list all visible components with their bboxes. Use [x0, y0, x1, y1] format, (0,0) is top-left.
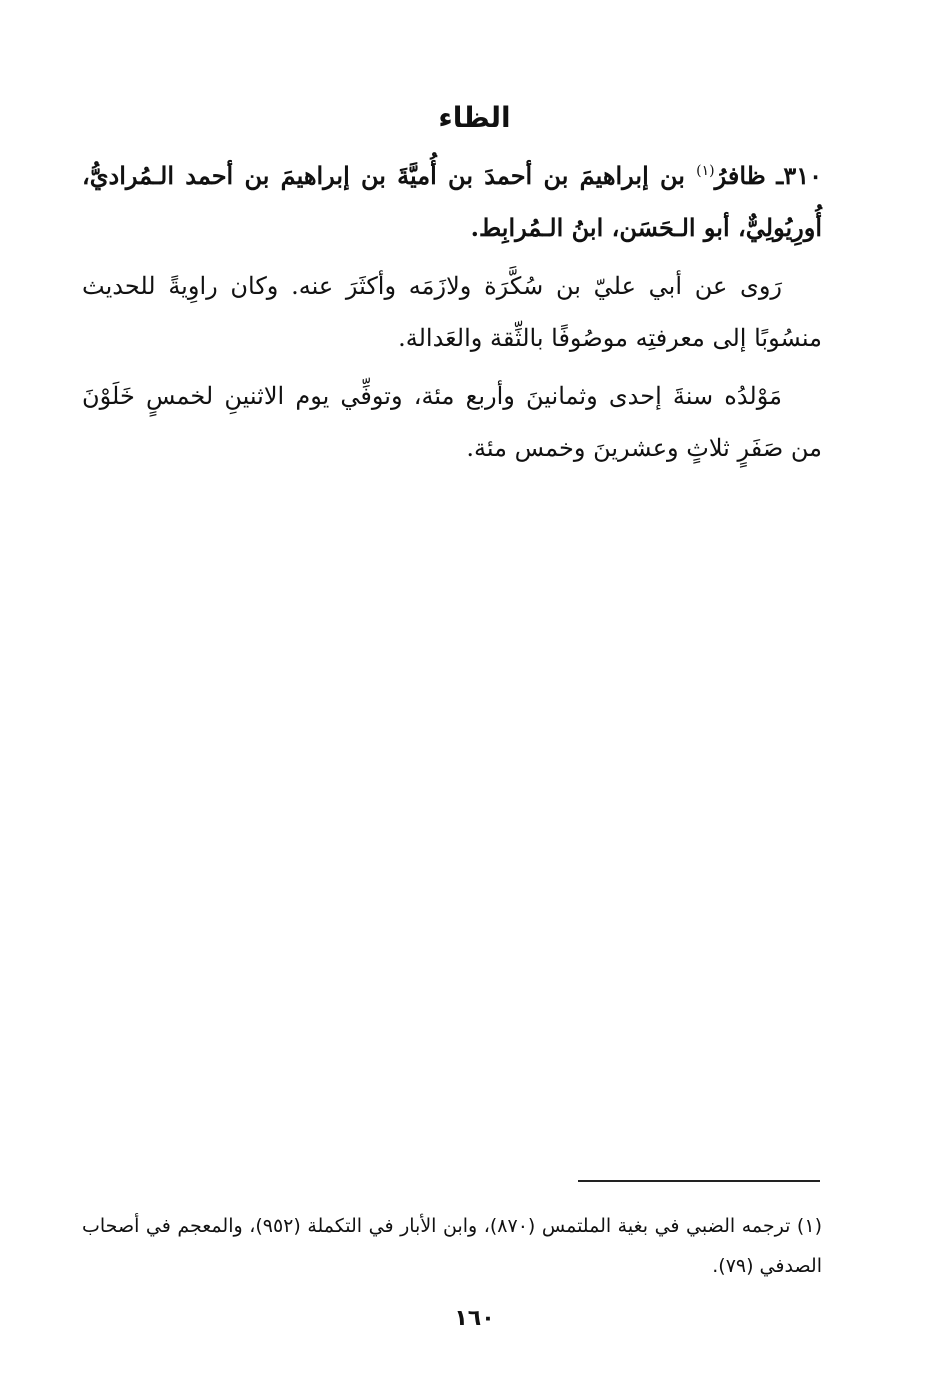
- footnote-marker: (١): [696, 163, 715, 179]
- entry-number: ٣١٠ـ: [776, 161, 822, 190]
- entry-lineage: بن إبراهيمَ بن أحمدَ بن أُميَّةَ بن إبراهيمَ بن أحمد الـمُراديُّ، أُورِيُولِيٌّ، أبو الـحَسَن، ابنُ الـمُرابِط.: [82, 161, 822, 242]
- entry-name: ظافرُ: [714, 161, 766, 190]
- chapter-heading: الظاء: [438, 101, 511, 134]
- entry-paragraph-narration: رَوى عن أبي عليّ بن سُكَّرَة ولازَمَه وأكثَرَ عنه. وكان راوِيةً للحديث منسُوبًا إلى معرفتِه موصُوفًا بالثِّقة والعَدالة.: [82, 272, 822, 352]
- footnote-text: (١) ترجمه الضبي في بغية الملتمس (٨٧٠)، وابن الأبار في التكملة (٩٥٢)، والمعجم في أصحاب الصدفي (٧٩).: [82, 1215, 822, 1277]
- page-number: ١٦٠: [454, 1306, 495, 1331]
- entry-header-paragraph: [82, 150, 822, 254]
- entry-body: [82, 150, 822, 480]
- entry-paragraph-dates: مَوْلدُه سنةَ إحدى وثمانينَ وأربع مئة، وتوفِّي يوم الاثنينِ لخمسٍ خَلَوْنَ من صَفَرٍ ثلاثٍ وعشرينَ وخمس مئة.: [82, 382, 822, 462]
- footnote-divider: [578, 1180, 820, 1182]
